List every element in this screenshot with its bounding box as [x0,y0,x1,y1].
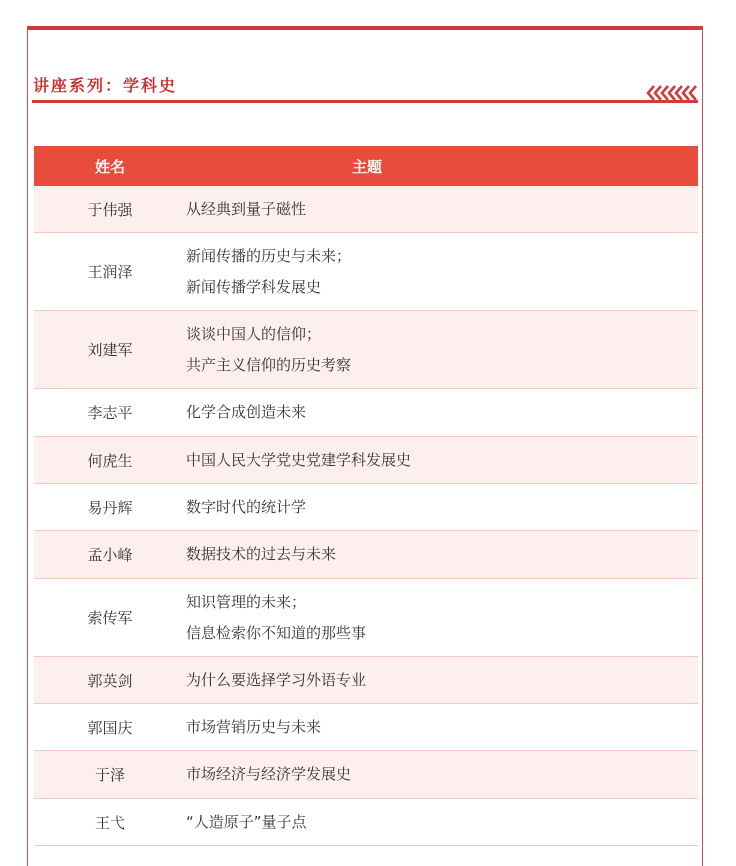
topic-line: “人造原子”量子点 [186,812,307,831]
table-row [34,389,698,437]
lecturer-name: 于泽 [94,766,125,784]
lecturer-name: 王润泽 [87,263,133,281]
lecture-topic [186,712,698,743]
lecturer-name: 易丹辉 [87,498,133,517]
lecture-topic [186,445,698,476]
topic-line: 从经典到量子磁性 [186,199,307,218]
header-topic: 主题 [351,157,382,176]
lecture-topic [186,665,698,696]
lecturer-name: 于伟强 [87,200,133,219]
lecture-topic [186,194,698,225]
lecturer-name: 李志平 [87,404,133,422]
lecture-table [34,146,698,846]
lecture-topic [186,241,698,303]
topic-line: 数据技术的过去与未来 [186,545,337,563]
topic-line: 市场经济与经济学发展史 [186,765,352,783]
lecture-topic [186,319,698,381]
lecture-card [27,26,703,866]
section-title: 讲座系列：学科史 [33,76,178,95]
table-body [34,186,698,846]
table-row [34,579,698,657]
lecturer-name: 王弋 [94,813,125,832]
lecture-topic [186,397,698,428]
lecturer-name: 何虎生 [87,451,133,470]
table-row [34,704,698,751]
topic-line: 数字时代的统计学 [186,497,307,516]
topic-line: 知识管理的未来； [186,592,307,611]
table-row [34,186,698,233]
lecturer-name: 刘建军 [87,341,133,359]
topic-line: 新闻传播的历史与未来； [186,246,352,265]
topic-line: 中国人民大学党史党建学科发展史 [186,450,412,469]
table-row [34,531,698,579]
topic-line: 化学合成创造未来 [186,403,307,421]
table-header [34,146,698,186]
lecture-topic [186,759,698,790]
table-row [34,311,698,389]
lecturer-name: 郭国庆 [87,718,133,737]
title-underline [32,100,698,103]
topic-line: 市场营销历史与未来 [186,717,322,736]
lecture-topic [186,539,698,570]
topic-line: 信息检索你不知道的那些事 [186,623,367,642]
table-row [34,484,698,531]
table-row [34,751,698,799]
lecturer-name: 孟小峰 [87,546,133,564]
lecturer-name: 郭英剑 [87,671,133,690]
header-name: 姓名 [94,157,125,176]
lecture-topic [186,807,698,838]
topic-line: 共产主义信仰的历史考察 [186,355,352,374]
table-row [34,799,698,846]
topic-line: 为什么要选择学习外语专业 [186,670,367,689]
lecturer-name: 索传军 [87,609,133,627]
table-row [34,657,698,704]
table-row [34,233,698,311]
topic-line: 新闻传播学科发展史 [186,277,322,296]
topic-line: 谈谈中国人的信仰； [186,324,322,343]
lecture-topic [186,587,698,649]
lecture-topic [186,492,698,523]
table-row [34,437,698,484]
